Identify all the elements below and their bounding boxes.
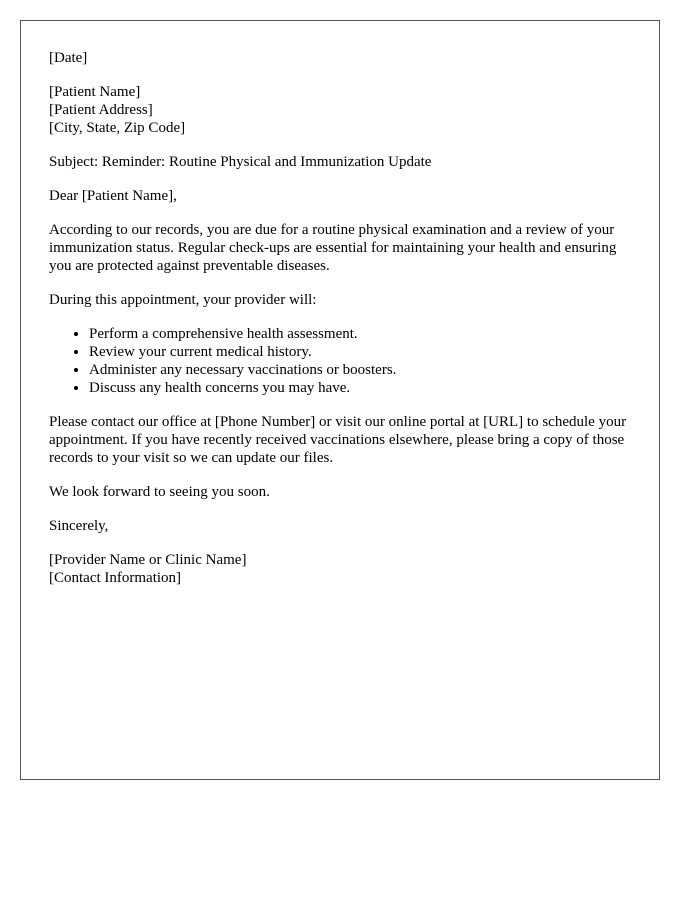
signature-name: [Provider Name or Clinic Name] [49,552,247,568]
signature-contact: [Contact Information] [49,570,182,586]
signoff: Sincerely, [49,518,109,534]
recipient-city-state-zip: [City, State, Zip Code] [49,120,186,136]
intro-paragraph: According to our records, you are due for a routine physical examination and a review of your immunization status. Regular check-ups are essential for maintaining your health and ensuring you are protected against preventable diseases. [49,222,617,274]
contact-paragraph: Please contact our office at [Phone Number] or visit our online portal at [URL] to schedule your appointment. If you have recently received vaccinations elsewhere, please bring a copy of those records to your visit so we can update our files. [49,414,627,466]
salutation: Dear [Patient Name], [49,188,177,204]
list-item: • Discuss any health concerns you may have. [89,379,639,397]
list-item: • Review your current medical history. [89,343,639,361]
recipient-block [49,83,639,137]
letter-page [20,20,660,780]
recipient-address: [Patient Address] [49,102,153,118]
letter-date: [Date] [49,50,88,66]
letter-body [49,49,639,603]
list-intro: During this appointment, your provider will: [49,292,317,308]
list-item: • Perform a comprehensive health assessment. [89,325,639,343]
list-item: • Administer any necessary vaccinations or boosters. [89,361,639,379]
signature-block [49,551,639,587]
letter-subject: Subject: Reminder: Routine Physical and Immunization Update [49,154,432,170]
recipient-name: [Patient Name] [49,84,141,100]
provider-tasks-list [49,325,639,397]
closing-line: We look forward to seeing you soon. [49,484,270,500]
